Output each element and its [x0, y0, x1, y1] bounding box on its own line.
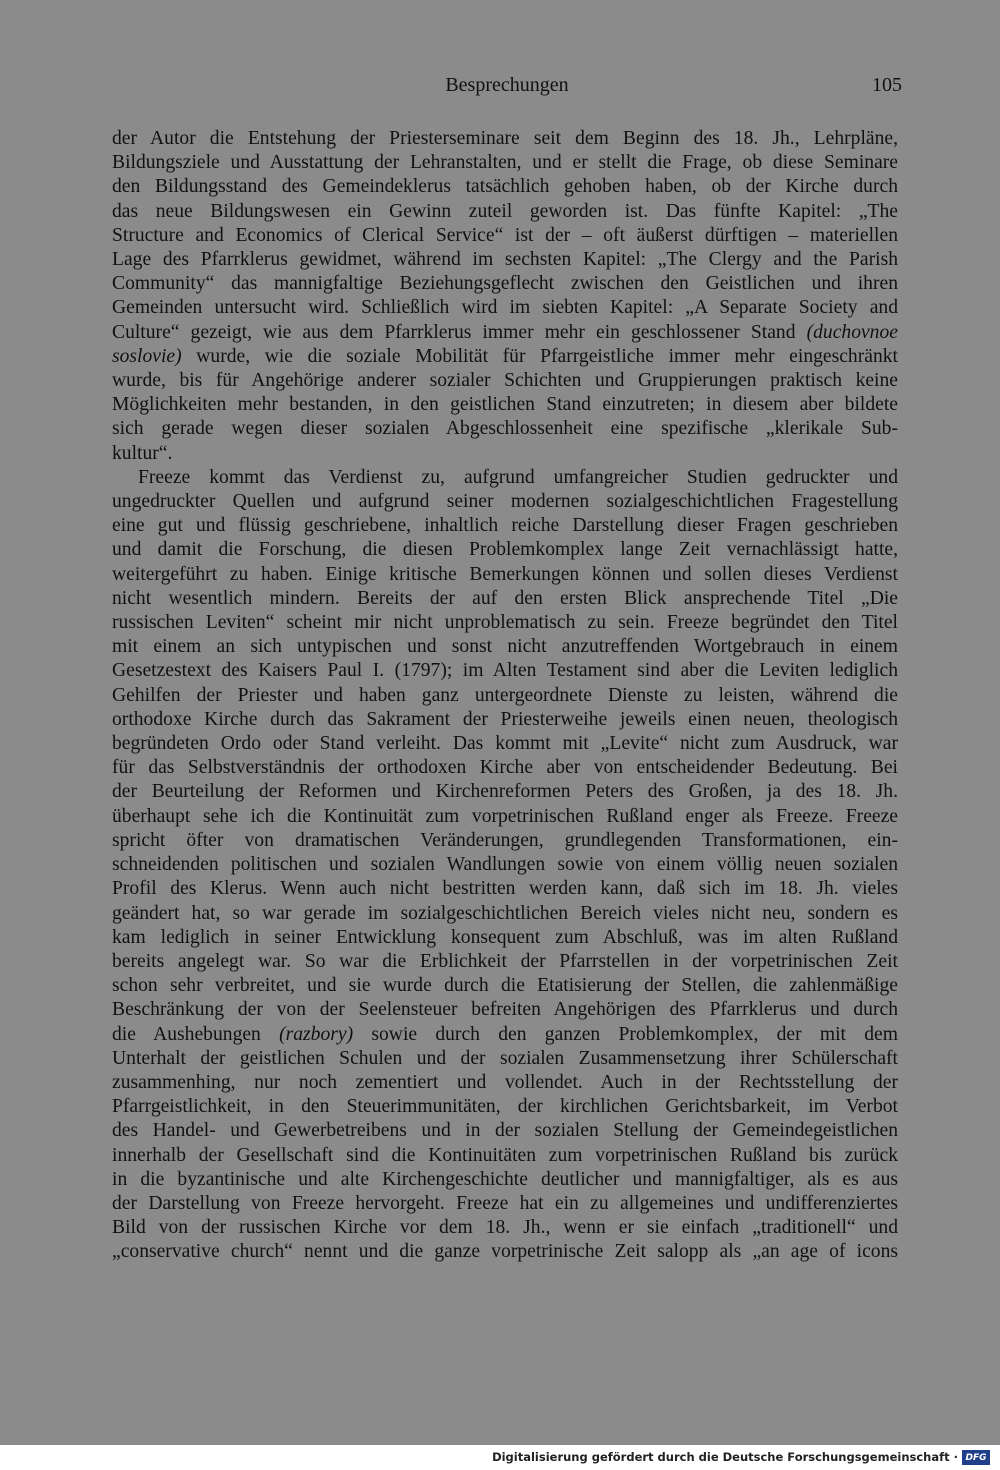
text-line — [112, 829, 898, 853]
text-run: Bildungsziele und Ausstattung der Lehranstalten, und er stellt die Frage, ob diese Seminare — [112, 152, 898, 174]
text-run: wurde, wie die soziale Mobilität für Pfarrgeistliche immer mehr eingeschränkt — [181, 345, 898, 367]
text-line — [112, 659, 898, 683]
text-run: den Bildungsstand des Gemeindeklerus tatsächlich gehoben haben, ob der Kirche durch — [112, 176, 898, 198]
text-line — [112, 877, 898, 901]
text-run: weitergeführt zu haben. Einige kritische Bemerkungen können und sollen dieses Verdienst — [112, 563, 898, 585]
page-number: 105 — [872, 74, 902, 96]
text-line — [112, 805, 898, 829]
text-line — [112, 732, 898, 756]
text-line — [112, 902, 898, 926]
text-line — [112, 151, 898, 175]
text-run: bereits angelegt war. So war die Erblichkeit der Pfarrstellen in der vorpetrinischen Zeit — [112, 950, 898, 972]
text-line — [112, 974, 898, 998]
text-line — [112, 490, 898, 514]
text-line — [112, 1095, 898, 1119]
text-run: Bild von der russischen Kirche vor dem 18. Jh., wenn er sie einfach „traditionell“ und — [112, 1217, 898, 1239]
text-line — [112, 950, 898, 974]
text-run: ungedruckter Quellen und aufgrund seiner modernen sozialgeschichtlichen Fragestellung — [112, 491, 898, 513]
text-run: begründeten Ordo oder Stand verleiht. Das kommt mit „Levite“ nicht zum Ausdruck, war — [112, 733, 898, 755]
text-run: wurde, bis für Angehörige anderer sozialer Schichten und Gruppierungen praktisch keine — [112, 370, 898, 392]
text-line — [112, 635, 898, 659]
italic-term: (razbory) — [279, 1023, 354, 1045]
text-run: die Aushebungen — [112, 1023, 280, 1045]
page-header — [112, 74, 902, 102]
text-run: für das Selbstverständnis der orthodoxen Kirche aber von entscheidender Bedeutung. Bei — [112, 757, 898, 779]
text-run: Profil des Klerus. Wenn auch nicht bestritten werden kann, daß sich im 18. Jh. vieles — [112, 878, 898, 900]
text-line — [112, 369, 898, 393]
text-run: russischen Leviten“ scheint mir nicht unproblematisch zu sein. Freeze begründet den Titel — [112, 612, 898, 634]
text-run: schon sehr verbreitet, und sie wurde durch die Etatisierung der Stellen, die zahlenmäßige — [112, 975, 898, 997]
text-line — [112, 224, 898, 248]
text-run: des Handel- und Gewerbetreibens und in der sozialen Stellung der Gemeindegeistlichen — [112, 1120, 898, 1142]
text-line — [112, 538, 898, 562]
text-line — [112, 393, 898, 417]
text-run: Gemeinden untersucht wird. Schließlich wird im siebten Kapitel: „A Separate Society and — [112, 297, 898, 319]
italic-term: soslovie) — [112, 345, 182, 367]
text-run: das neue Bildungswesen ein Gewinn zuteil geworden ist. Das fünfte Kapitel: „The — [112, 200, 898, 222]
text-line — [112, 998, 898, 1022]
text-run: der Beurteilung der Reformen und Kirchenreformen Peters des Großen, ja des 18. Jh. — [112, 781, 898, 803]
text-run: überhaupt sehe ich die Kontinuität zum vorpetrinischen Rußland enger als Freeze. Freeze — [112, 805, 898, 827]
text-line — [112, 1023, 898, 1047]
text-line — [112, 272, 898, 296]
text-line — [112, 1119, 898, 1143]
text-line — [112, 1192, 898, 1216]
text-run: Freeze kommt das Verdienst zu, aufgrund umfangreicher Studien gedruckter und — [138, 466, 898, 488]
text-run: Pfarrgeistlichkeit, in den Steuerimmunitäten, der kirchlichen Gerichtsbarkeit, im Verbot — [112, 1096, 898, 1118]
text-run: kam lediglich in seiner Entwicklung konsequent zum Abschluß, was im alten Rußland — [112, 926, 898, 948]
text-run: der Darstellung von Freeze hervorgeht. Freeze hat ein zu allgemeines und undifferenziertes — [112, 1192, 898, 1214]
text-run: eine gut und flüssig geschriebene, inhaltlich reiche Darstellung dieser Fragen geschrieben — [112, 515, 898, 537]
text-line — [112, 1240, 898, 1264]
text-line — [112, 780, 898, 804]
text-line — [112, 684, 898, 708]
text-run: Lage des Pfarrklerus gewidmet, während im sechsten Kapitel: „The Clergy and the Parish — [112, 249, 898, 271]
text-run: innerhalb der Gesellschaft sind die Kontinuitäten zum vorpetrinischen Rußland bis zurück — [112, 1144, 898, 1166]
text-line — [112, 708, 898, 732]
text-run: mit einem an sich untypischen und sonst nicht anzutreffenden Wortgebrauch in einem — [112, 636, 898, 658]
text-line — [112, 248, 898, 272]
text-line — [112, 417, 898, 441]
text-line — [112, 466, 898, 490]
text-run: der Autor die Entstehung der Priesterseminare seit dem Beginn des 18. Jh., Lehrpläne, — [112, 128, 898, 149]
text-run: in die byzantinische und alte Kirchengeschichte deutlicher und mannigfaltiger, als es aus — [112, 1168, 898, 1190]
text-run: und damit die Forschung, die diesen Problemkomplex lange Zeit vernachlässigt hatte, — [112, 539, 898, 561]
text-run: nicht wesentlich mindern. Bereits der auf den ersten Blick ansprechende Titel „Die — [112, 587, 898, 609]
text-line — [112, 563, 898, 587]
text-line — [112, 1071, 898, 1095]
text-run: Community“ das mannigfaltige Beziehungsgeflecht zwischen den Geistlichen und ihren — [112, 273, 898, 295]
funding-notice: Digitalisierung gefördert durch die Deutsche Forschungsgemeinschaft · — [492, 1450, 958, 1464]
text-run: spricht öfter von dramatischen Veränderungen, grundlegenden Transformationen, ein- — [112, 829, 898, 851]
text-run: Culture“ gezeigt, wie aus dem Pfarrklerus immer mehr ein geschlossener Stand — [112, 321, 796, 343]
text-line — [112, 1144, 898, 1168]
text-run: Structure and Economics of Clerical Service“ ist der – oft äußerst dürftigen – materiellen — [112, 224, 898, 246]
italic-term: (duchovnoe — [806, 321, 898, 343]
text-line — [112, 926, 898, 950]
text-run: zusammenhing, nur noch zementiert und vollendet. Auch in der Rechtsstellung der — [112, 1071, 898, 1093]
text-run: kultur“. — [112, 442, 173, 464]
text-run: geändert hat, so war gerade im sozialgeschichtlichen Bereich vieles nicht neu, sondern es — [112, 902, 898, 924]
text-line — [112, 756, 898, 780]
text-run: orthodoxe Kirche durch das Sakrament der Priesterweihe jeweils einen neuen, theologisch — [112, 708, 898, 730]
text-line — [112, 1168, 898, 1192]
text-line — [112, 200, 898, 224]
text-run: Unterhalt der geistlichen Schulen und der sozialen Zusammensetzung ihrer Schülerschaft — [112, 1047, 898, 1069]
text-line — [112, 127, 898, 151]
text-run: schneidenden politischen und sozialen Wandlungen sowie von einem völlig neuen sozialen — [112, 854, 898, 876]
text-line — [112, 514, 898, 538]
running-title: Besprechungen — [445, 74, 569, 96]
text-run: Möglichkeiten mehr bestanden, in den geistlichen Stand einzutreten; in diesem aber bildete — [112, 394, 898, 416]
text-line — [112, 587, 898, 611]
text-line — [112, 442, 898, 466]
text-line — [112, 175, 898, 199]
footer-bar — [0, 1445, 1000, 1470]
text-run: sowie durch den ganzen Problemkomplex, der mit dem — [353, 1023, 898, 1045]
text-run: sich gerade wegen dieser sozialen Abgeschlossenheit eine spezifische „klerikale Sub- — [112, 418, 898, 440]
text-line — [112, 296, 898, 320]
text-run: Beschränkung der von der Seelensteuer befreiten Angehörigen des Pfarrklerus und durch — [112, 999, 898, 1021]
text-line — [112, 345, 898, 369]
text-line — [112, 611, 898, 635]
dfg-logo: DFG — [962, 1450, 990, 1465]
text-line — [112, 321, 898, 345]
text-run: „conservative church“ nennt und die ganze vorpetrinische Zeit salopp als „an age of icons — [112, 1241, 898, 1263]
body-text — [112, 127, 898, 1265]
text-line — [112, 1216, 898, 1240]
text-run: Gehilfen der Priester und haben ganz untergeordnete Dienste zu leisten, während die — [112, 684, 898, 706]
text-line — [112, 853, 898, 877]
text-line — [112, 1047, 898, 1071]
text-run: Gesetzestext des Kaisers Paul I. (1797); im Alten Testament sind aber die Leviten lediglich — [112, 660, 898, 682]
